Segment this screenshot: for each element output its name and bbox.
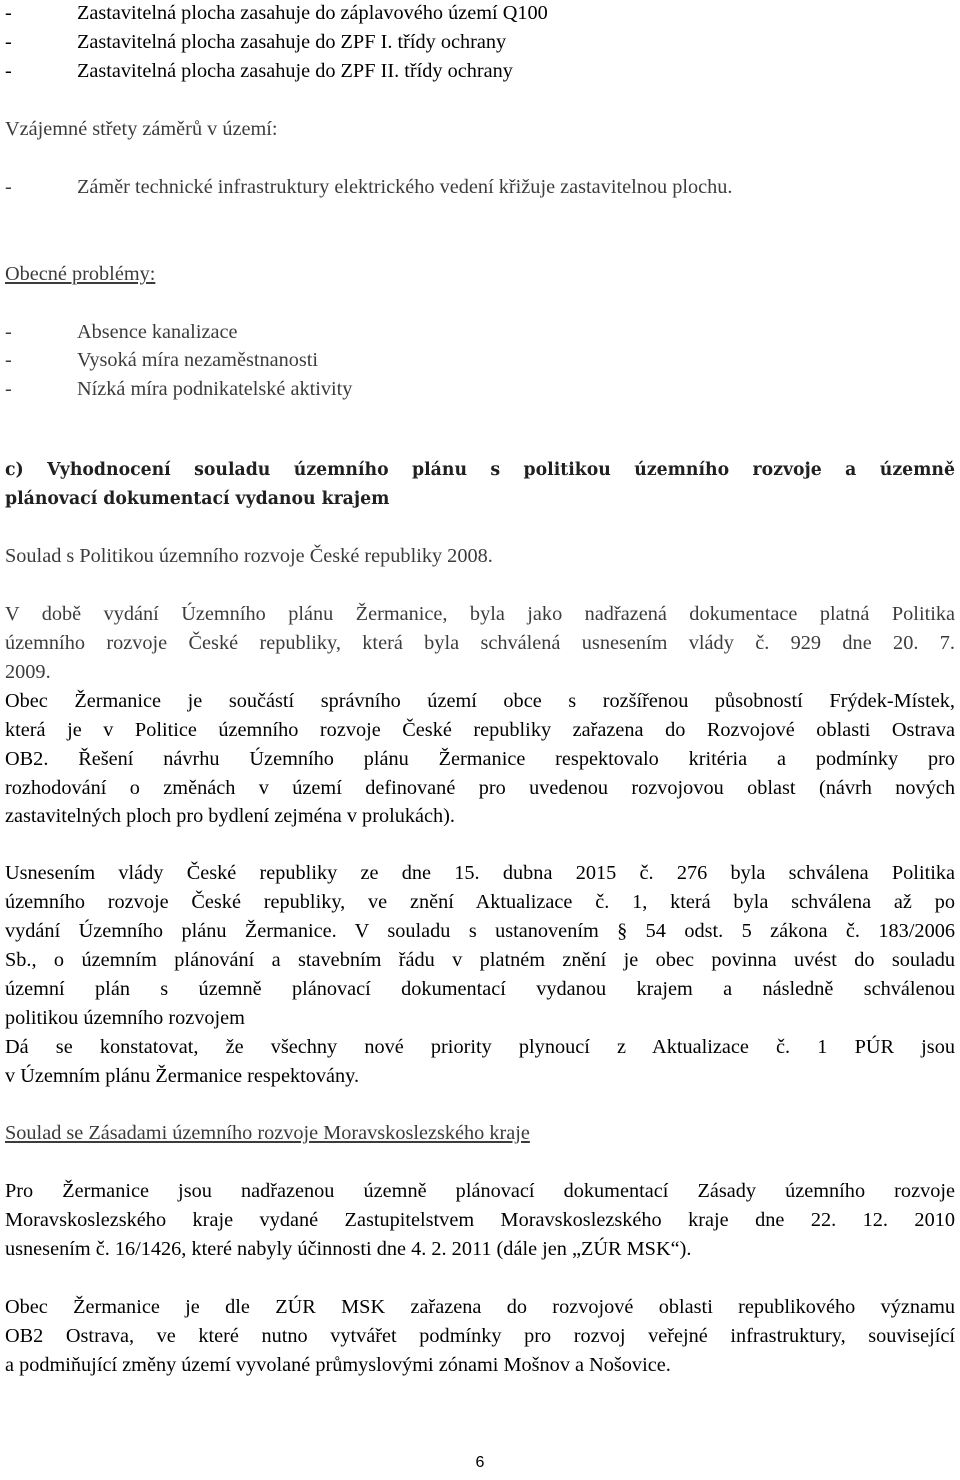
paragraph-line: rozhodování o změnách v území definované pro uvedenou rozvojovou oblast (návrh nových (5, 777, 955, 799)
paragraph-line: Obec Žermanice je součástí správního území obce s rozšířenou působností Frýdek-Místek, (5, 690, 955, 712)
list-item: - Zastavitelná plocha zasahuje do ZPF II. třídy ochrany (5, 60, 513, 82)
paragraph-line: OB2. Řešení návrhu Územního plánu Žermanice respektovalo kritéria a podmínky pro (5, 748, 955, 770)
paragraph-line: politikou územního rozvojem (5, 1007, 245, 1029)
paragraph-line: která je v Politice územního rozvoje České republiky zařazena do Rozvojové oblasti Ostrava (5, 719, 955, 741)
paragraph-line: vydání Územního plánu Žermanice. V souladu s ustanovením § 54 odst. 5 zákona č. 183/2006 (5, 920, 955, 942)
paragraph-line: Sb., o územním plánování a stavebním řádu v platném znění je obec povinna uvést do souladu (5, 949, 955, 971)
paragraph-line: územního rozvoje České republiky, ve znění Aktualizace č. 1, která byla schválena až po (5, 891, 955, 913)
section-title: c) Vyhodnocení souladu územního plánu s politikou územního rozvoje a územně (5, 460, 955, 480)
list-item: - Zastavitelná plocha zasahuje do záplavového území Q100 (5, 2, 548, 24)
paragraph-line: Usnesením vlády České republiky ze dne 15. dubna 2015 č. 276 byla schválena Politika (5, 862, 955, 884)
paragraph-line: V době vydání Územního plánu Žermanice, byla jako nadřazená dokumentace platná Politika (5, 603, 955, 625)
paragraph-line: územního rozvoje České republiky, která byla schválená usnesením vlády č. 929 dne 20. 7. (5, 632, 955, 654)
section-title-continued: plánovací dokumentací vydanou krajem (5, 489, 390, 509)
paragraph-line: 2009. (5, 661, 51, 683)
paragraph-line: Dá se konstatovat, že všechny nové priority plynoucí z Aktualizace č. 1 PÚR jsou (5, 1036, 955, 1058)
problems-heading: Obecné problémy: (5, 263, 156, 285)
paragraph-line: a podmiňující změny území vyvolané průmyslovými zónami Mošnov a Nošovice. (5, 1354, 671, 1376)
zur-heading: Soulad se Zásadami územního rozvoje Moravskoslezského kraje (5, 1122, 530, 1144)
list-item: - Záměr technické infrastruktury elektrického vedení křižuje zastavitelnou plochu. (5, 176, 733, 198)
list-item: - Nízká míra podnikatelské aktivity (5, 378, 353, 400)
list-item: - Vysoká míra nezaměstnanosti (5, 349, 319, 371)
list-item: - Absence kanalizace (5, 321, 238, 343)
paragraph-line: OB2 Ostrava, ve které nutno vytvářet podmínky pro rozvoj veřejné infrastruktury, související (5, 1325, 955, 1347)
list-item: - Zastavitelná plocha zasahuje do ZPF I. třídy ochrany (5, 31, 507, 53)
conflicts-heading: Vzájemné střety záměrů v území: (5, 118, 278, 140)
pur-heading: Soulad s Politikou územního rozvoje České republiky 2008. (5, 545, 493, 567)
paragraph-line: zastavitelných ploch pro bydlení zejména v prolukách). (5, 805, 455, 827)
paragraph-line: usnesením č. 16/1426, které nabyly účinnosti dne 4. 2. 2011 (dále jen „ZÚR MSK“). (5, 1238, 692, 1260)
paragraph-line: v Územním plánu Žermanice respektovány. (5, 1065, 360, 1087)
paragraph-line: Obec Žermanice je dle ZÚR MSK zařazena do rozvojové oblasti republikového významu (5, 1296, 955, 1318)
paragraph-line: územní plán s územně plánovací dokumentací vydanou krajem a následně schválenou (5, 978, 955, 1000)
paragraph-line: Moravskoslezského kraje vydané Zastupitelstvem Moravskoslezského kraje dne 22. 12. 2010 (5, 1209, 955, 1231)
paragraph-line: Pro Žermanice jsou nadřazenou územně plánovací dokumentací Zásady územního rozvoje (5, 1180, 955, 1202)
page-number: 6 (475, 1454, 485, 1471)
